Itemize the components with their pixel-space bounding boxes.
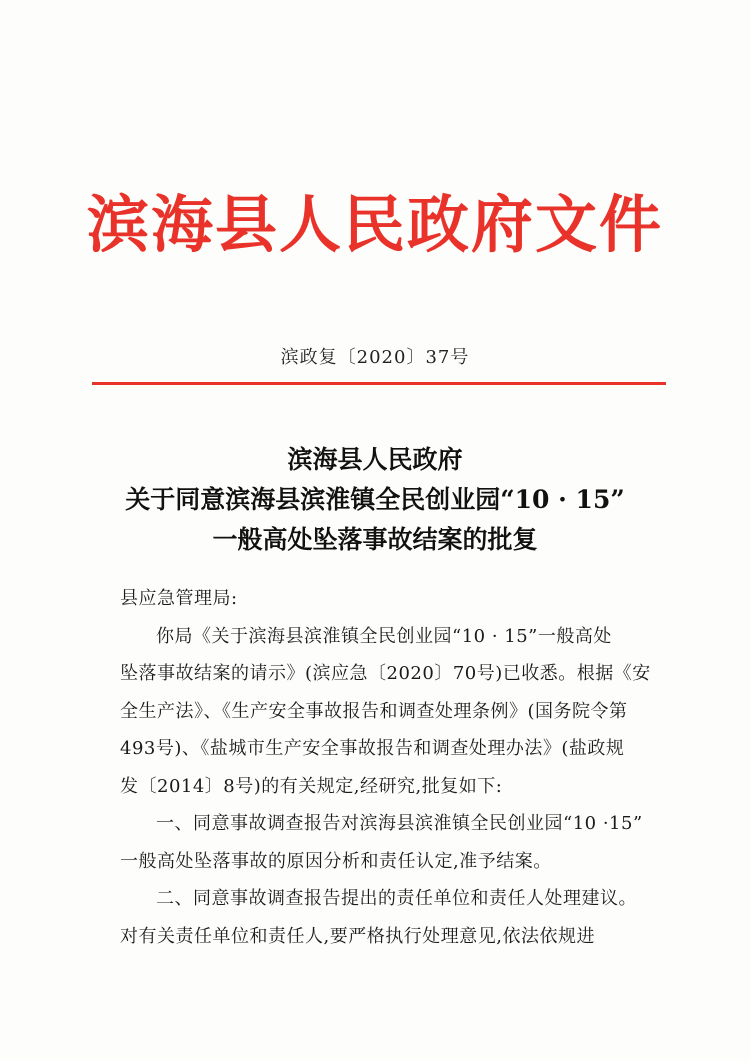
masthead-title: 滨海县人民政府文件 <box>86 188 663 261</box>
body-line: 你局《关于滨海县滨淮镇全民创业园“10 · 15”一般高处 <box>156 625 612 647</box>
body-line: 493号)、《盐城市生产安全事故报告和调查处理办法》(盐政规 <box>120 738 625 759</box>
body-line: 对有关责任单位和责任人,要严格执行处理意见,依法依规进 <box>120 925 595 947</box>
body-line: 全生产法》、《生产安全事故报告和调查处理条例》(国务院令第 <box>120 700 628 722</box>
body-line: 发〔2014〕8号)的有关规定,经研究,批复如下: <box>120 775 503 797</box>
document-title <box>80 440 670 560</box>
body-line: 一、同意事故调查报告对滨海县滨淮镇全民创业园“10 ·15” <box>156 813 643 834</box>
document-body <box>120 580 655 955</box>
title-line-1: 滨海县人民政府 <box>287 445 463 474</box>
document-number: 滨政复〔2020〕37号 <box>280 347 470 368</box>
red-separator-line <box>92 382 666 385</box>
addressee: 县应急管理局: <box>120 588 238 609</box>
body-line: 坠落事故结案的请示》(滨应急〔2020〕70号)已收悉。根据《安 <box>120 663 651 684</box>
body-line: 二、同意事故调查报告提出的责任单位和责任人处理建议。 <box>156 888 637 909</box>
body-line: 一般高处坠落事故的原因分析和责任认定,准予结案。 <box>120 850 552 872</box>
title-line-3: 一般高处坠落事故结案的批复 <box>212 525 538 554</box>
title-line-2: 关于同意滨海县滨淮镇全民创业园“10 · 15” <box>125 485 625 514</box>
